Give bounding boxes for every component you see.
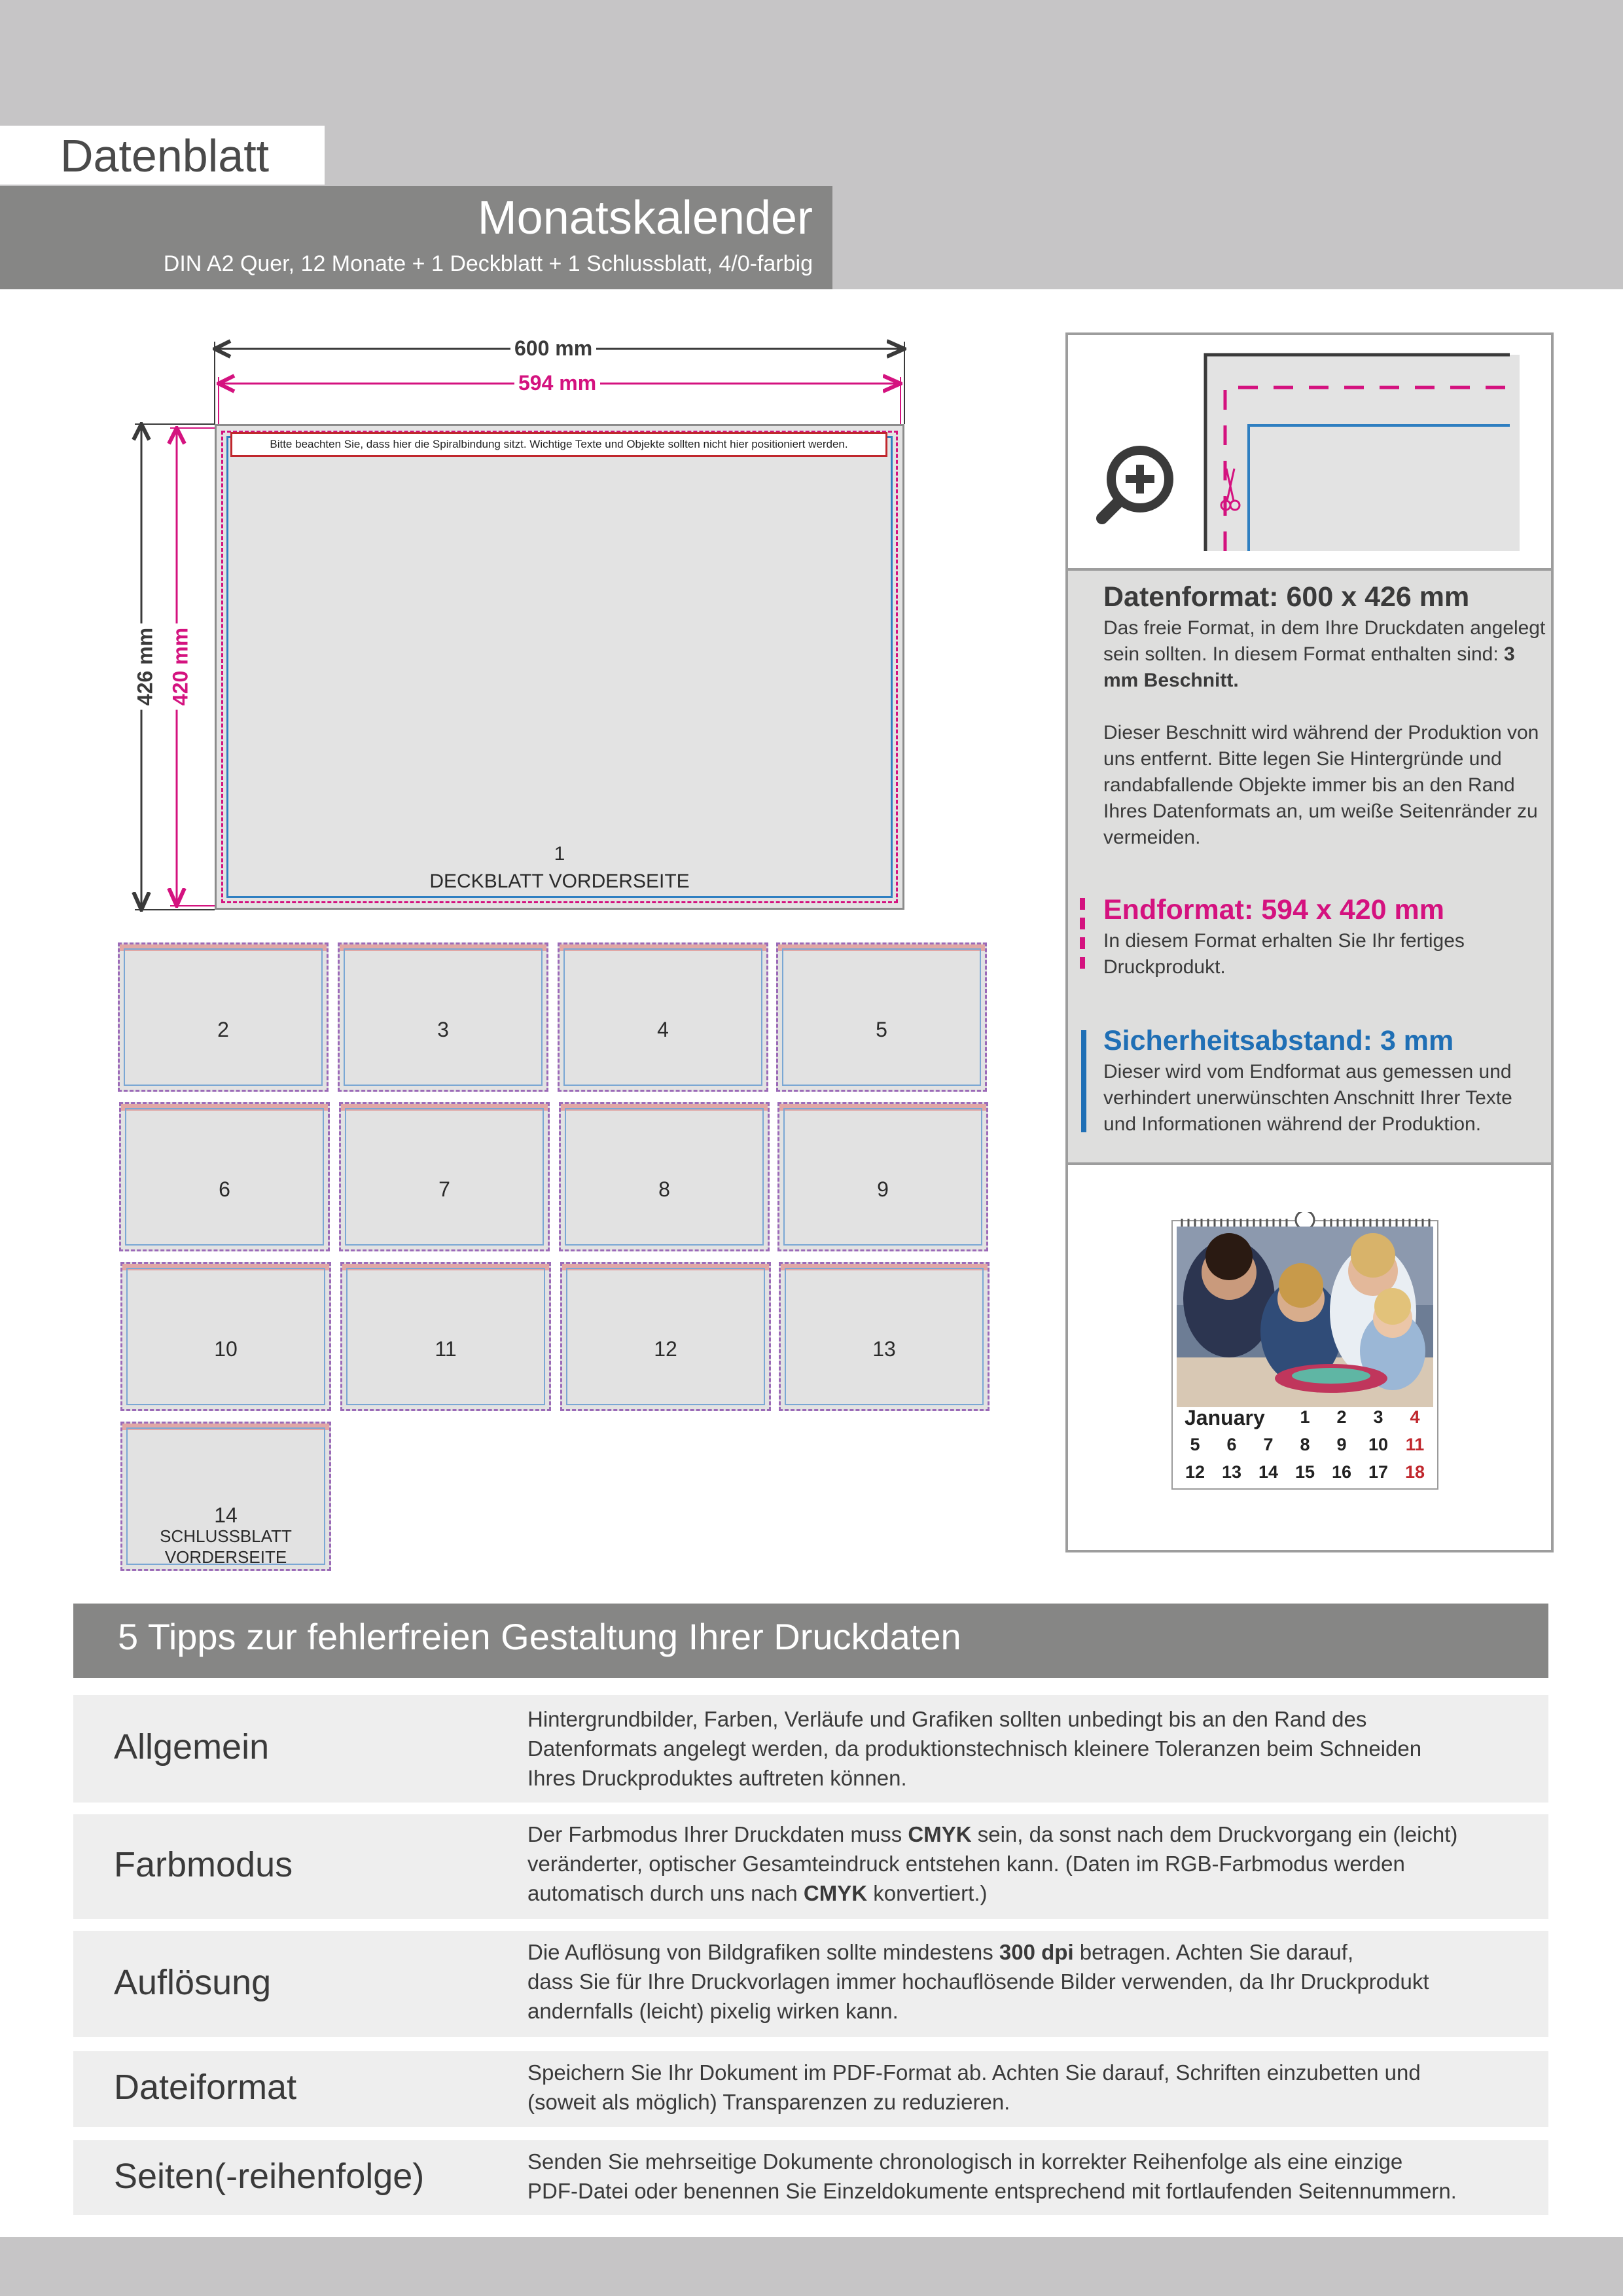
sicherheit-text: Dieser wird vom Endformat aus gemessen und verhindert unerwünschten Anschnitt Ihrer Texte und Informationen während der Produktion. bbox=[1103, 1061, 1512, 1135]
tip-text bbox=[527, 1820, 1535, 1908]
cover-page-label: DECKBLATT VORDERSEITE bbox=[429, 870, 690, 892]
page-number: 8 bbox=[658, 1177, 670, 1201]
page-thumbnail bbox=[340, 1262, 551, 1411]
tip-row-dateiformat bbox=[73, 2051, 1548, 2127]
tip-label: Auflösung bbox=[114, 1963, 272, 2002]
tip-label: Allgemein bbox=[114, 1727, 270, 1767]
spiral-binding-notice: Bitte beachten Sie, dass hier die Spiralbindung sitzt. Wichtige Texte und Objekte sollten nicht hier positioniert werden. bbox=[230, 432, 887, 457]
page-title: Monatskalender bbox=[477, 192, 813, 244]
page-number: 3 bbox=[437, 1018, 449, 1041]
page-number: 4 bbox=[657, 1018, 669, 1041]
page-thumbnail bbox=[776, 942, 987, 1092]
page-number: 5 bbox=[876, 1018, 887, 1041]
calendar-day-sunday: 11 bbox=[1405, 1435, 1425, 1454]
tip-text bbox=[527, 1704, 1535, 1793]
page-thumbnail bbox=[779, 1262, 990, 1411]
tip-label: Farbmodus bbox=[114, 1845, 293, 1884]
tip-text-bold: 300 dpi bbox=[999, 1940, 1074, 1964]
datenformat-bold: 3 mm Beschnitt. bbox=[1103, 643, 1515, 691]
datenformat-text-1: Das freie Format, in dem Ihre Druckdaten angelegt sein sollten. In diesem Format enthalten sind: bbox=[1103, 617, 1546, 665]
page-number: 10 bbox=[214, 1337, 238, 1361]
tips-header bbox=[73, 1604, 1548, 1678]
tip-line bbox=[527, 1937, 1535, 1967]
page-thumbnail bbox=[558, 942, 768, 1092]
tip-line: dass Sie für Ihre Druckvorlagen immer hochauflösende Bilder verwenden, da Ihr Druckprodukt bbox=[527, 1969, 1429, 1994]
calendar-day: 7 bbox=[1263, 1435, 1274, 1454]
tip-line: veränderter, optischer Gesamteindruck entstehen kann. (Daten im RGB-Farbmodus werden bbox=[527, 1852, 1405, 1876]
datenformat-title: Datenformat: 600 x 426 mm bbox=[1103, 581, 1470, 613]
datenformat-text bbox=[1103, 615, 1548, 694]
calendar-day: 14 bbox=[1258, 1462, 1279, 1482]
outer-height-label: 426 mm bbox=[134, 624, 158, 710]
tip-text-part: konvertiert.) bbox=[867, 1881, 988, 1905]
tip-text-part: automatisch durch uns nach bbox=[527, 1881, 804, 1905]
page-thumbnail bbox=[559, 1102, 770, 1251]
tip-line: Datenformats angelegt werden, da produktionstechnisch kleinere Toleranzen beim Schneiden bbox=[527, 1736, 1422, 1761]
tip-line: PDF-Datei oder benennen Sie Einzeldokumente entsprechend mit fortlaufenden Seitennummern. bbox=[527, 2179, 1457, 2203]
page-number: 6 bbox=[219, 1177, 230, 1201]
tip-label: Dateiformat bbox=[114, 2068, 297, 2107]
cover-page-number: 1 bbox=[554, 843, 565, 865]
sicherheit-title: Sicherheitsabstand: 3 mm bbox=[1103, 1025, 1454, 1056]
calendar-day: 2 bbox=[1336, 1407, 1347, 1427]
tip-label: Seiten(-reihenfolge) bbox=[114, 2157, 425, 2196]
tip-line bbox=[527, 1878, 1535, 1908]
page-thumbnail bbox=[339, 1102, 550, 1251]
tip-text-part: betragen. Achten Sie darauf, bbox=[1073, 1940, 1354, 1964]
scissors-icon bbox=[1219, 466, 1242, 516]
calendar-day: 3 bbox=[1373, 1407, 1383, 1427]
calendar-row-1 bbox=[1287, 1407, 1433, 1427]
back-page-label-1: SCHLUSSBLATT bbox=[160, 1526, 292, 1546]
tip-text bbox=[527, 2147, 1535, 2206]
tip-text-bold: CMYK bbox=[803, 1881, 868, 1905]
tip-row-farbmodus bbox=[73, 1814, 1548, 1919]
cover-safety-line bbox=[226, 436, 893, 898]
page-number: 13 bbox=[872, 1337, 896, 1361]
page-thumbnail bbox=[777, 1102, 988, 1251]
page-number: 7 bbox=[438, 1177, 450, 1201]
trim-width-label: 594 mm bbox=[514, 371, 600, 395]
page-number: 12 bbox=[654, 1337, 677, 1361]
back-page-label-2: VORDERSEITE bbox=[164, 1547, 287, 1567]
calendar-day: 16 bbox=[1331, 1462, 1352, 1482]
zoom-in-icon bbox=[1094, 442, 1177, 526]
calendar-row-3 bbox=[1177, 1462, 1433, 1482]
endformat-text: In diesem Format erhalten Sie Ihr fertiges Druckprodukt. bbox=[1103, 930, 1465, 978]
back-page-thumbnail bbox=[120, 1422, 331, 1571]
tip-line bbox=[527, 1820, 1535, 1849]
calendar-row-2 bbox=[1177, 1435, 1433, 1455]
page-thumbnail bbox=[119, 1102, 330, 1251]
tip-line: Speichern Sie Ihr Dokument im PDF-Format ab. Achten Sie darauf, Schriften einzubetten und bbox=[527, 2060, 1421, 2085]
page-number: 11 bbox=[435, 1337, 457, 1361]
tip-text-bold: CMYK bbox=[908, 1822, 972, 1846]
calendar-day: 5 bbox=[1190, 1435, 1200, 1454]
tip-line: Senden Sie mehrseitige Dokumente chronologisch in korrekter Reihenfolge als eine einzige bbox=[527, 2149, 1403, 2174]
calendar-day-sunday: 4 bbox=[1410, 1407, 1420, 1427]
page-number: 9 bbox=[877, 1177, 889, 1201]
calendar-day: 15 bbox=[1294, 1462, 1315, 1482]
calendar-day-sunday: 18 bbox=[1404, 1462, 1425, 1482]
tip-line: Ihres Druckproduktes auftreten können. bbox=[527, 1766, 907, 1790]
page-thumbnail bbox=[338, 942, 548, 1092]
tip-row-aufloesung bbox=[73, 1931, 1548, 2037]
endformat-title: Endformat: 594 x 420 mm bbox=[1103, 894, 1444, 925]
tip-text-part: sein, da sonst nach dem Druckvorgang ein (leicht) bbox=[971, 1822, 1458, 1846]
calendar-day: 10 bbox=[1368, 1435, 1389, 1454]
datenformat-text-2: Dieser Beschnitt wird während der Produktion von uns entfernt. Bitte legen Sie Hintergründe und randabfallende Objekte immer bis an den Rand Ihres Datenformats an, um weiße Seitenränder zu vermeiden. bbox=[1103, 722, 1539, 848]
outer-width-label: 600 mm bbox=[510, 336, 596, 361]
page-number: 2 bbox=[217, 1018, 229, 1041]
calendar-month: January bbox=[1185, 1406, 1265, 1429]
page-thumbnail bbox=[118, 942, 329, 1092]
calendar-day: 8 bbox=[1300, 1435, 1310, 1454]
footer-band bbox=[0, 2237, 1623, 2296]
calendar-family-photo bbox=[1177, 1227, 1433, 1407]
sicherheit-marker bbox=[1081, 1030, 1086, 1132]
endformat-marker bbox=[1079, 898, 1086, 977]
tip-text-part: Die Auflösung von Bildgrafiken sollte mindestens bbox=[527, 1940, 999, 1964]
page-subtitle: DIN A2 Quer, 12 Monate + 1 Deckblatt + 1 Schlussblatt, 4/0-farbig bbox=[163, 251, 813, 276]
trim-height-label: 420 mm bbox=[169, 624, 193, 710]
calendar-day: 13 bbox=[1221, 1462, 1242, 1482]
tip-line: andernfalls (leicht) pixelig wirken kann. bbox=[527, 1999, 899, 2023]
page-number: 14 bbox=[214, 1503, 238, 1527]
doc-type-label: Datenblatt bbox=[60, 130, 270, 181]
tip-row-allgemein bbox=[73, 1695, 1548, 1803]
panel-divider bbox=[1068, 1162, 1551, 1165]
page-thumbnail bbox=[120, 1262, 331, 1411]
tips-title: 5 Tipps zur fehlerfreien Gestaltung Ihrer Druckdaten bbox=[118, 1616, 961, 1657]
tip-line: Hintergrundbilder, Farben, Verläufe und Grafiken sollten unbedingt bis an den Rand des bbox=[527, 1707, 1367, 1731]
calendar-day: 12 bbox=[1185, 1462, 1205, 1482]
tip-text bbox=[527, 2058, 1535, 2117]
page-thumbnail bbox=[560, 1262, 771, 1411]
calendar-day: 9 bbox=[1336, 1435, 1347, 1454]
calendar-day: 1 bbox=[1300, 1407, 1310, 1427]
tip-text bbox=[527, 1937, 1535, 2026]
tip-line: (soweit als möglich) Transparenzen zu reduzieren. bbox=[527, 2090, 1010, 2114]
tip-row-seiten bbox=[73, 2140, 1548, 2215]
calendar-day: 6 bbox=[1226, 1435, 1237, 1454]
tip-text-part: Der Farbmodus Ihrer Druckdaten muss bbox=[527, 1822, 908, 1846]
calendar-day: 17 bbox=[1368, 1462, 1389, 1482]
